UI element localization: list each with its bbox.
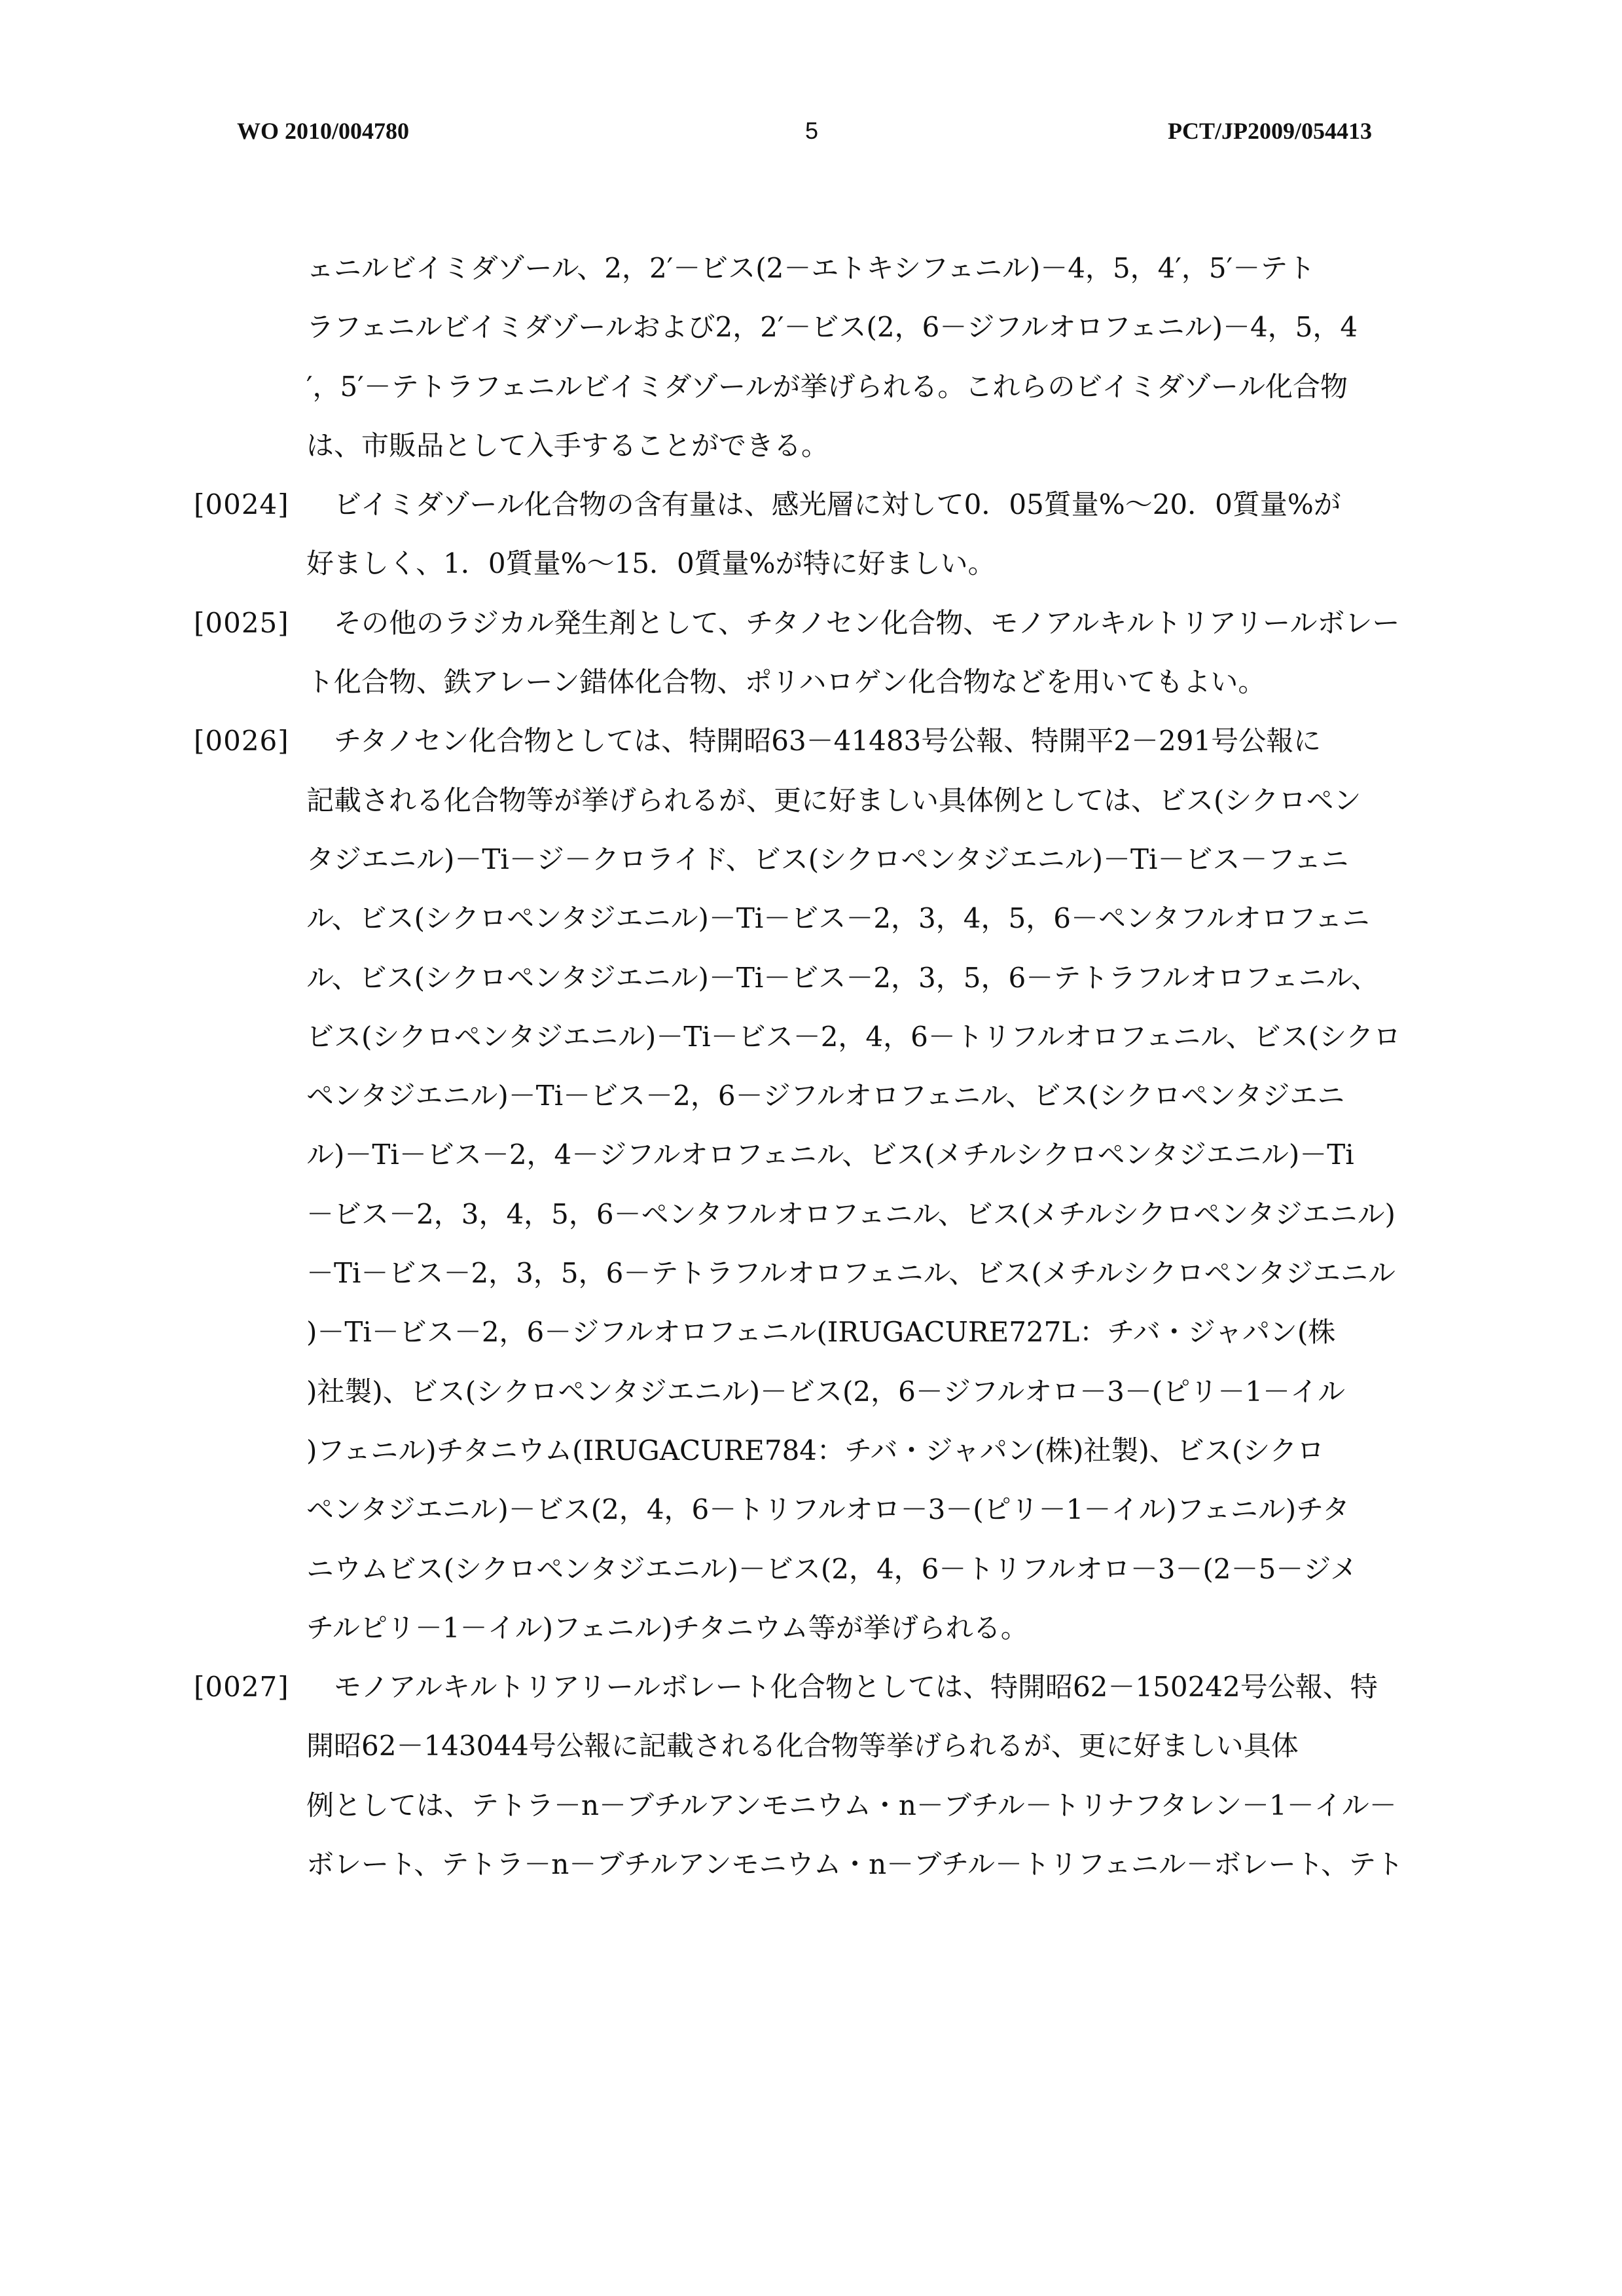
text-line: ペンタジエニル)－ビス(2，4，6－トリフルオロ－3－(ピリ－1－イル)フェニル)チタ [306,1493,1350,1526]
text-line: ラフェニルビイミダゾールおよび2，2′－ビス(2，6－ジフルオロフェニル)－4，5，4 [306,311,1358,344]
text-line: －Ti－ビス－2，3，5，6－テトラフルオロフェニル、ビス(メチルシクロペンタジエニル [306,1257,1396,1290]
text-line: モノアルキルトリアリールボレート化合物としては、特開昭62－150242号公報、特 [334,1671,1378,1704]
text-line: ト化合物、鉄アレーン錯体化合物、ポリハロゲン化合物などを用いてもよい。 [306,666,1266,699]
text-line: その他のラジカル発生剤として、チタノセン化合物、モノアルキルトリアリールボレー [334,606,1400,639]
text-line: ペンタジエニル)－Ti－ビス－2，6－ジフルオロフェニル、ビス(シクロペンタジエニ [306,1080,1345,1112]
page-header [0,111,1622,151]
text-line: ボレート、テトラ－n－ブチルアンモニウム・n－ブチル－トリフェニル－ボレート、テト [306,1848,1404,1881]
text-line: ′，5′－テトラフェニルビイミダゾールが挙げられる。これらのビイミダゾール化合物 [306,370,1348,403]
paragraph-0024 [0,475,1622,594]
text-line: ル、ビス(シクロペンタジエニル)－Ti－ビス－2，3，5，6－テトラフルオロフェニル、 [306,961,1379,994]
paragraph-0027 [0,1658,1622,1894]
paragraph-number: [0025] [194,606,289,639]
page-number: 5 [804,117,819,144]
paragraph-0025 [0,594,1622,712]
text-line: )－Ti－ビス－2，6－ジフルオロフェニル(IRUGACURE727L：チバ・ジャパン(株 [306,1316,1336,1349]
text-line: ビス(シクロペンタジエニル)－Ti－ビス－2，4，6－トリフルオロフェニル、ビス(シクロ [306,1020,1401,1053]
paragraph-number: [0026] [194,725,289,757]
text-line: タジエニル)－Ti－ジ－クロライド、ビス(シクロペンタジエニル)－Ti－ビス－フェニ [306,843,1349,875]
text-line: 好ましく、1．0質量%～15．0質量%が特に好ましい。 [306,547,996,580]
paragraph-number: [0024] [194,488,289,521]
text-line: )社製)、ビス(シクロペンタジエニル)－ビス(2，6－ジフルオロ－3－(ピリ－1－イル [306,1375,1346,1408]
text-line: ル、ビス(シクロペンタジエニル)－Ti－ビス－2，3，4，5，6－ペンタフルオロフェニ [306,902,1370,935]
text-line: ェニルビイミダゾール、2，2′－ビス(2－エトキシフェニル)－4，5，4′，5′－テト [306,252,1316,284]
text-line: －ビス－2，3，4，5，6－ペンタフルオロフェニル、ビス(メチルシクロペンタジエニル) [306,1197,1396,1230]
text-line: チタノセン化合物としては、特開昭63－41483号公報、特開平2－291号公報に [334,725,1322,757]
text-line: は、市販品として入手することができる。 [306,429,829,462]
document-body [0,239,1622,1894]
paragraph-number: [0027] [194,1671,289,1704]
paragraph-0026 [0,712,1622,1658]
text-line: ビイミダゾール化合物の含有量は、感光層に対して0．05質量%～20．0質量%が [334,488,1341,521]
application-number: PCT/JP2009/054413 [1168,118,1372,144]
publication-number: WO 2010/004780 [237,118,410,144]
text-line: ニウムビス(シクロペンタジエニル)－ビス(2，4，6－トリフルオロ－3－(2－5－ジメ [306,1552,1358,1585]
text-line: ル)－Ti－ビス－2，4－ジフルオロフェニル、ビス(メチルシクロペンタジエニル)－Ti [306,1139,1354,1171]
paragraph-continuation [0,239,1622,475]
text-line: 記載される化合物等が挙げられるが、更に好ましい具体例としては、ビス(シクロペン [306,784,1361,816]
text-line: )フェニル)チタニウム(IRUGACURE784：チバ・ジャパン(株)社製)、ビス(シクロ [306,1434,1325,1467]
text-line: 例としては、テトラ－n－ブチルアンモニウム・n－ブチル－トリナフタレン－1－イル－ [306,1789,1397,1821]
text-line: チルピリ－1－イル)フェニル)チタニウム等が挙げられる。 [306,1611,1028,1644]
text-line: 開昭62－143044号公報に記載される化合物等挙げられるが、更に好ましい具体 [306,1730,1299,1762]
